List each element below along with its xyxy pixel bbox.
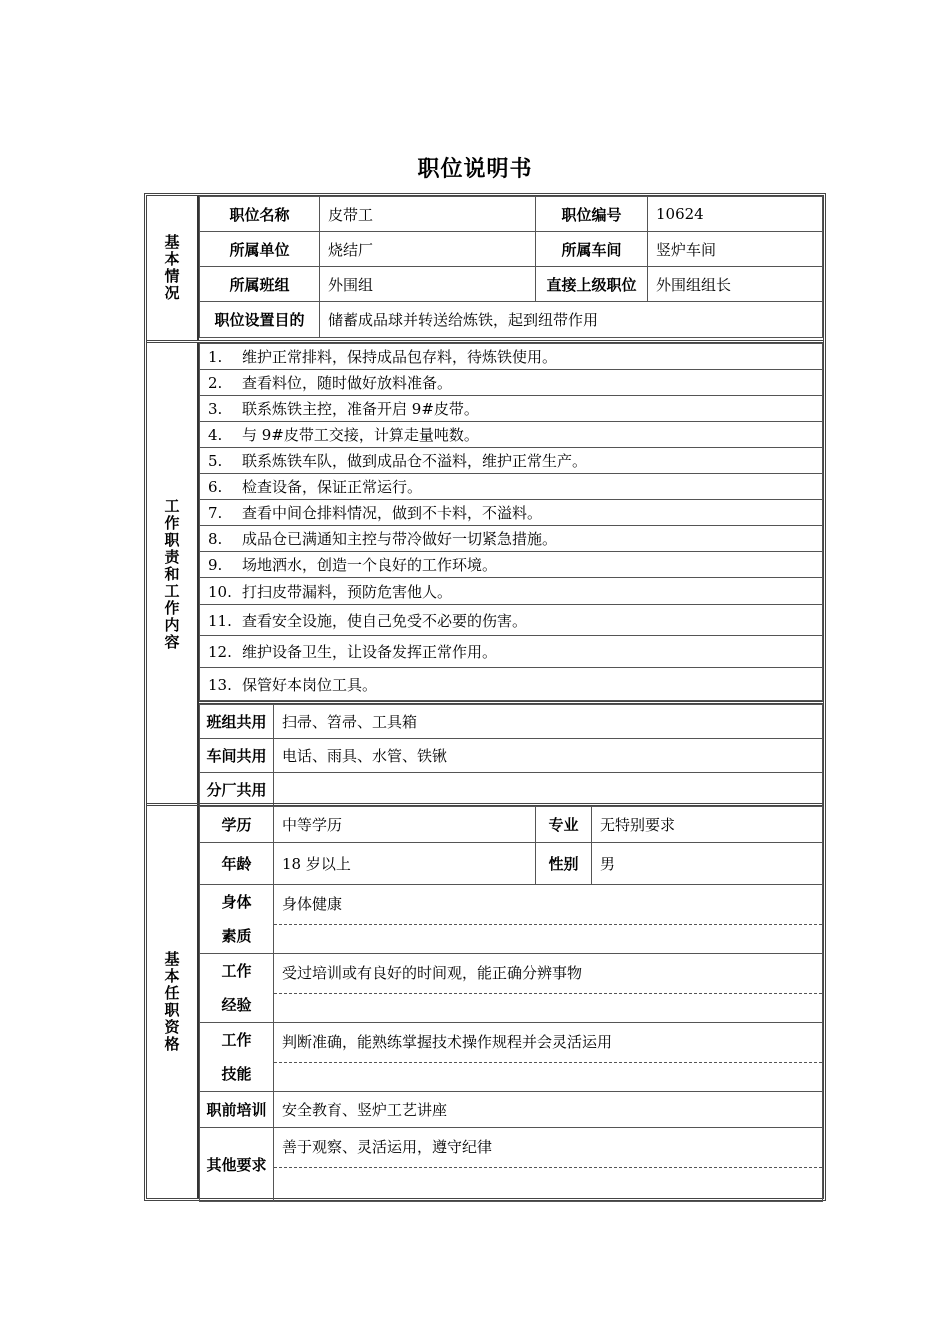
duties-side [147, 343, 199, 805]
purpose-value: 储蓄成品球并转送给炼铁，起到纽带作用 [320, 302, 823, 338]
branch-tools-label: 分厂共用 [200, 773, 274, 806]
basic-info-label: 基本情况 [162, 234, 181, 302]
duties-label: 工作职责和工作内容 [162, 497, 181, 651]
other-value: 善于观察、灵活运用，遵守纪律 [274, 1128, 823, 1202]
team-label: 所属班组 [200, 267, 320, 302]
age-label: 年龄 [200, 843, 274, 885]
experience-label: 工作 经验 [200, 954, 274, 1023]
skills-value: 判断准确，能熟练掌握技术操作规程并会灵活运用 [274, 1023, 823, 1092]
superior-value: 外围组组长 [648, 267, 823, 302]
position-code-label: 职位编号 [536, 197, 648, 232]
duty-item: 1. 维护正常排料，保持成品包存料，待炼铁使用。 [200, 344, 823, 370]
superior-label: 直接上级职位 [536, 267, 648, 302]
qualifications-label: 基本任职资格 [162, 951, 181, 1053]
basic-info-side [147, 196, 199, 340]
education-label: 学历 [200, 807, 274, 843]
duty-item: 8. 成品仓已满通知主控与带冷做好一切紧急措施。 [200, 526, 823, 552]
team-tools-label: 班组共用 [200, 705, 274, 739]
qualifications-side [147, 806, 199, 1198]
basic-info-section [147, 196, 823, 340]
position-name-label: 职位名称 [200, 197, 320, 232]
age-value: 18 岁以上 [274, 843, 536, 885]
duty-item: 5. 联系炼铁车队，做到成品仓不溢料，维护正常生产。 [200, 448, 823, 474]
team-tools-value: 扫帚、笤帚、工具箱 [274, 705, 823, 739]
major-label: 专业 [536, 807, 592, 843]
duty-item: 12. 维护设备卫生，让设备发挥正常作用。 [200, 636, 823, 668]
duty-item: 7. 查看中间仓排料情况，做到不卡料，不溢料。 [200, 500, 823, 526]
experience-value: 受过培训或有良好的时间观，能正确分辨事物 [274, 954, 823, 1023]
job-description-form [144, 193, 826, 1201]
workshop-tools-label: 车间共用 [200, 739, 274, 773]
gender-label: 性别 [536, 843, 592, 885]
team-value: 外围组 [320, 267, 536, 302]
page-title: 职位说明书 [417, 157, 533, 182]
gender-value: 男 [592, 843, 823, 885]
duties-section [147, 343, 823, 805]
workshop-tools-value: 电话、雨具、水管、铁锹 [274, 739, 823, 773]
body-label: 身体 素质 [200, 885, 274, 954]
workshop-value: 竖炉车间 [648, 232, 823, 267]
branch-tools-value [274, 773, 823, 806]
body-value: 身体健康 [274, 885, 823, 954]
position-code-value: 10624 [648, 197, 823, 232]
duty-item: 11. 查看安全设施，使自己免受不必要的伤害。 [200, 605, 823, 636]
training-value: 安全教育、竖炉工艺讲座 [274, 1092, 823, 1128]
duty-item: 13. 保管好本岗位工具。 [200, 668, 823, 701]
unit-label: 所属单位 [200, 232, 320, 267]
position-name-value: 皮带工 [320, 197, 536, 232]
qualifications-section [147, 806, 823, 1198]
education-value: 中等学历 [274, 807, 536, 843]
duty-item: 2. 查看料位，随时做好放料准备。 [200, 370, 823, 396]
basic-info-table [199, 196, 823, 338]
purpose-label: 职位设置目的 [200, 302, 320, 338]
duty-item: 10. 打扫皮带漏料，预防危害他人。 [200, 578, 823, 605]
other-label: 其他要求 [200, 1128, 274, 1202]
duty-item: 9. 场地洒水，创造一个良好的工作环境。 [200, 552, 823, 578]
workshop-label: 所属车间 [536, 232, 648, 267]
duty-item: 6. 检查设备，保证正常运行。 [200, 474, 823, 500]
duty-item: 3. 联系炼铁主控，准备开启 9#皮带。 [200, 396, 823, 422]
unit-value: 烧结厂 [320, 232, 536, 267]
major-value: 无特别要求 [592, 807, 823, 843]
qualifications-table [199, 806, 823, 1202]
skills-label: 工作 技能 [200, 1023, 274, 1092]
duty-item: 4. 与 9#皮带工交接，计算走量吨数。 [200, 422, 823, 448]
tools-table [199, 704, 823, 806]
duties-table [199, 343, 823, 701]
training-label: 职前培训 [200, 1092, 274, 1128]
